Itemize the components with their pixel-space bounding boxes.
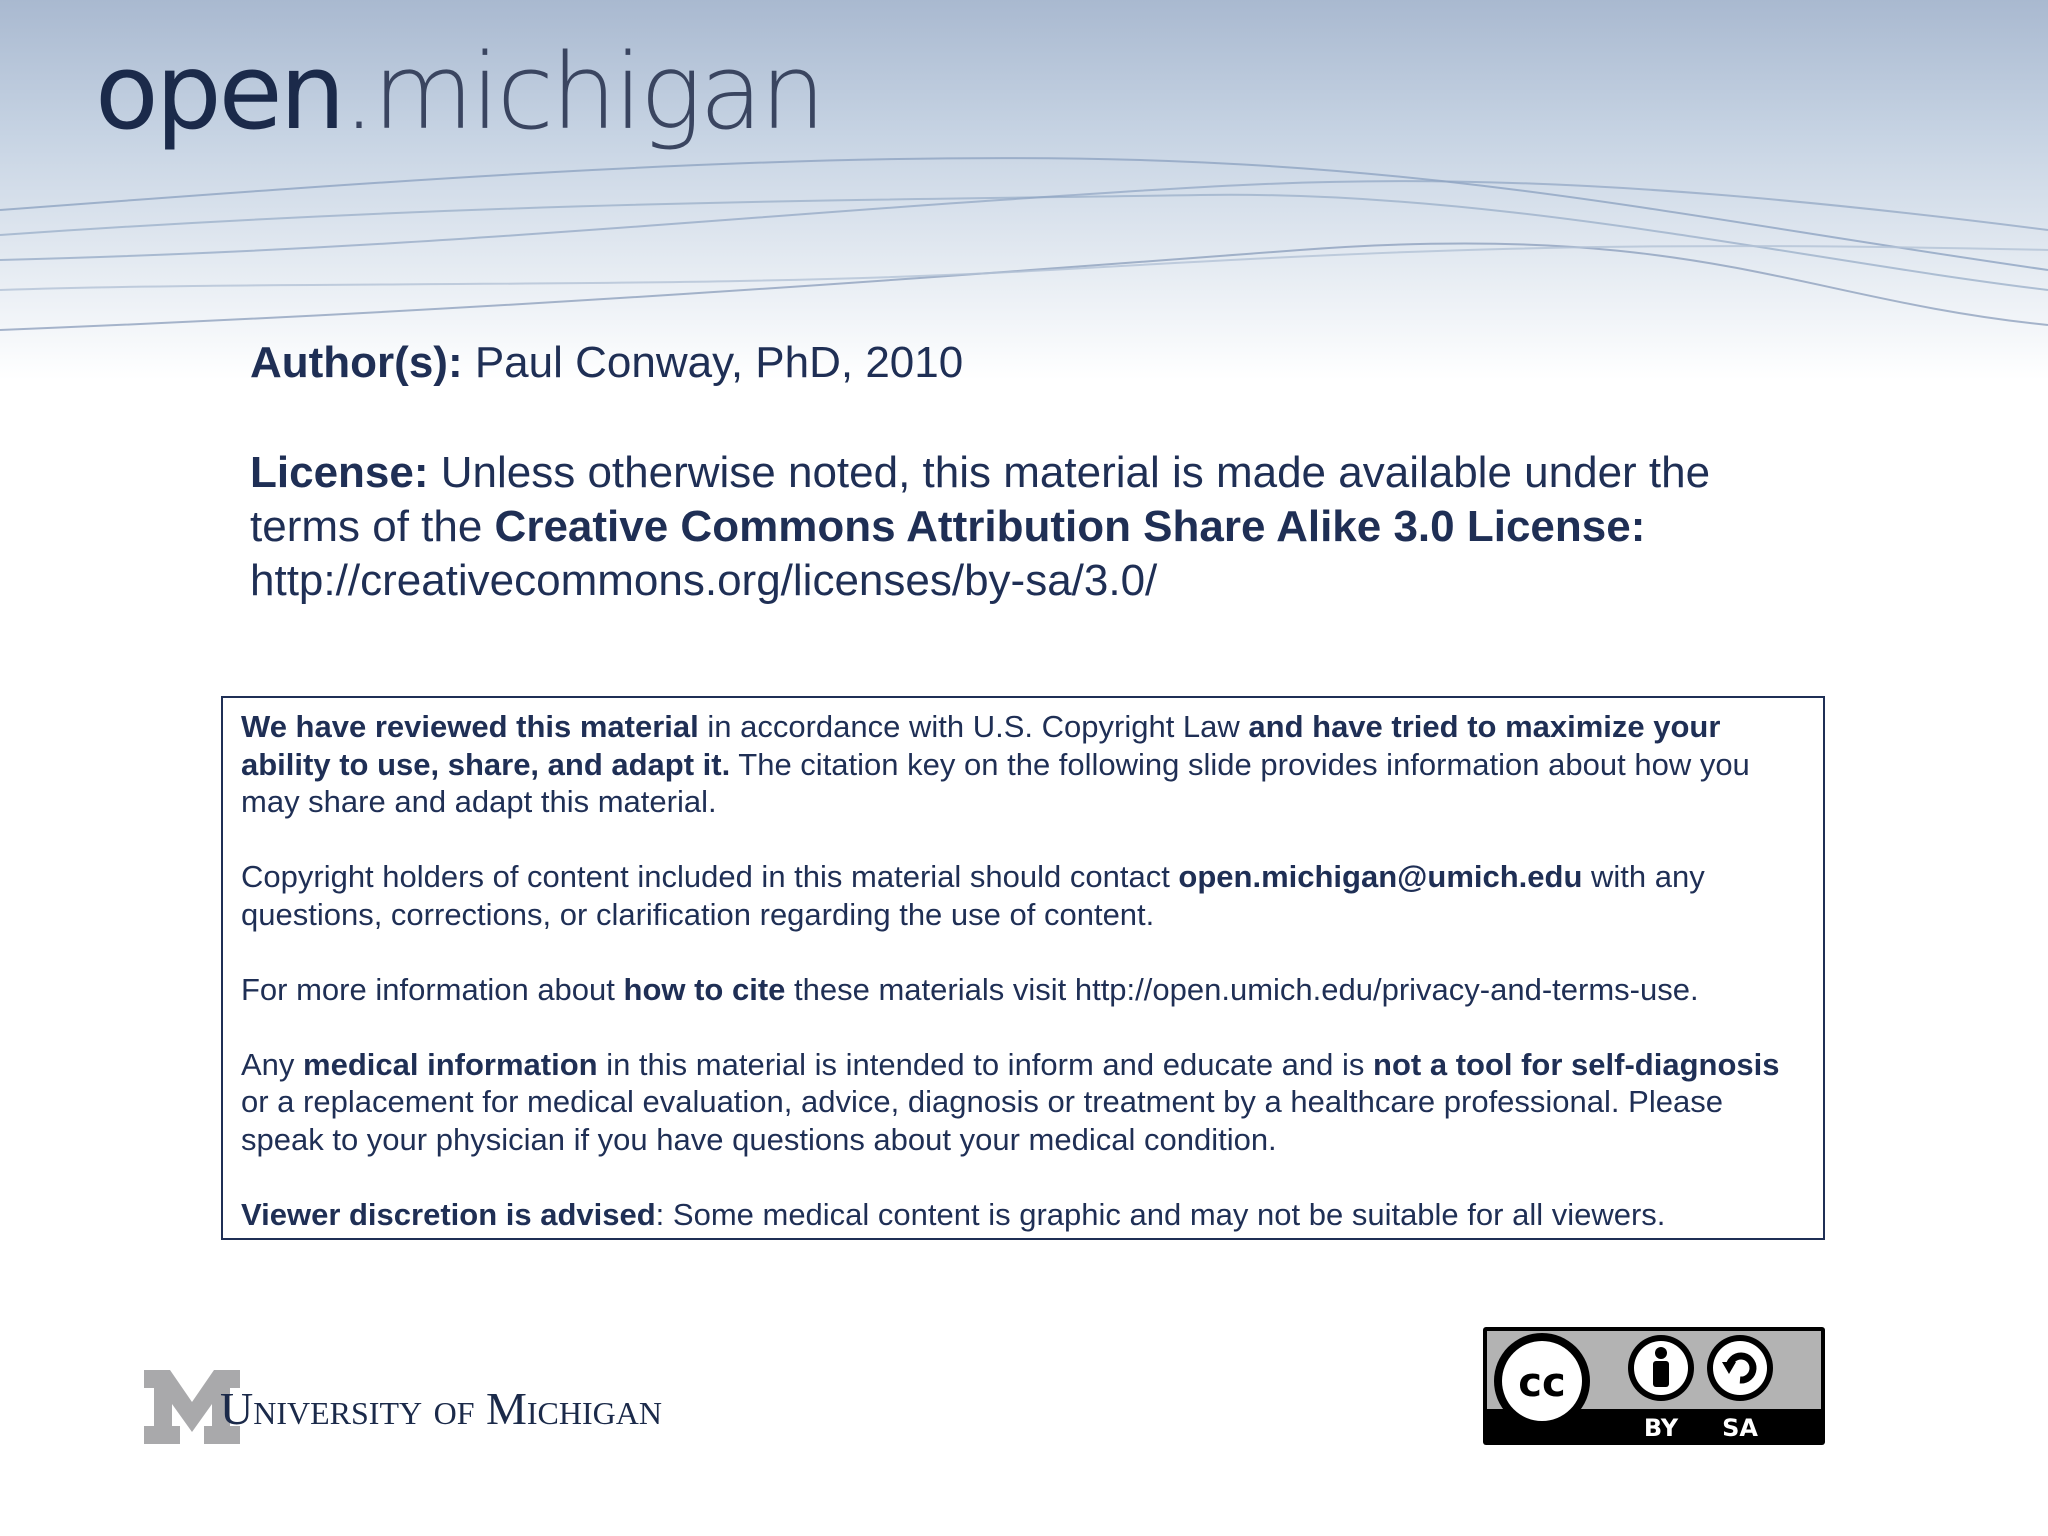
license-url[interactable]: http://creativecommons.org/licenses/by-sa/3.0/	[250, 556, 1158, 605]
author-label: Author(s):	[250, 338, 463, 387]
notice-citation-text: The citation key on the following slide provides information about how you may share and adapt this material.	[241, 746, 1750, 819]
notice-box	[221, 696, 1825, 1240]
notice-medical-bold: medical information	[303, 1046, 598, 1082]
contact-email-link[interactable]: open.michigan@umich.edu	[1178, 859, 1583, 894]
notice-maximize-bold: and have tried to maximize your ability to use, share, and adapt it.	[241, 709, 1721, 782]
logo-michigan-text: .michigan	[342, 31, 823, 153]
cc-sa-label: SA	[1722, 1414, 1758, 1442]
license-name: Creative Commons Attribution Share Alike 3.0 License:	[494, 502, 1646, 551]
notice-paragraph-review	[241, 708, 1805, 821]
notice-discretion-bold: Viewer discretion is advised	[241, 1196, 656, 1232]
notice-cite-url-text: these materials visit http://open.umich.edu/privacy-and-terms-use.	[785, 971, 1699, 1007]
notice-review-bold: We have reviewed this material	[241, 709, 699, 744]
notice-medical-text-2: in this material is intended to inform and educate and is	[597, 1046, 1374, 1082]
notice-medical-text-1: Any	[241, 1046, 304, 1082]
notice-paragraph-cite	[241, 971, 1805, 1009]
cc-by-sa-badge[interactable]	[1482, 1326, 1826, 1446]
author-value: Paul Conway, PhD, 2010	[462, 338, 964, 387]
notice-discretion-text: : Some medical content is graphic and may not be suitable for all viewers.	[655, 1196, 1666, 1232]
header-wave-decoration	[0, 140, 2048, 360]
notice-contact-tail: with any questions, corrections, or clarification regarding the use of content.	[241, 859, 1705, 932]
logo-open-text: open	[95, 31, 343, 153]
license-label: License:	[250, 448, 429, 497]
author-line	[250, 338, 963, 388]
notice-paragraph-medical	[241, 1046, 1805, 1159]
notice-cite-text: For more information about	[241, 971, 624, 1007]
share-alike-icon	[1713, 1341, 1767, 1395]
notice-contact-text: Copyright holders of content included in this material should contact	[241, 859, 1179, 894]
cc-by-label: BY	[1643, 1414, 1679, 1442]
open-michigan-logo	[95, 31, 823, 153]
notice-self-diagnosis-bold: not a tool for self-diagnosis	[1373, 1046, 1780, 1082]
notice-paragraph-contact	[241, 858, 1805, 933]
university-of-michigan-wordmark: University of Michigan	[220, 1383, 662, 1434]
cc-mark-text: cc	[1518, 1360, 1566, 1406]
notice-review-text: in accordance with U.S. Copyright Law	[698, 709, 1249, 744]
notice-how-to-cite: how to cite	[623, 971, 786, 1007]
notice-medical-text-3: or a replacement for medical evaluation, advice, diagnosis or treatment by a healthcare professional. Please speak to your physician if you have questions about your medical condition.	[241, 1084, 1723, 1157]
license-text: Unless otherwise noted, this material is made available under the terms of the	[250, 448, 1711, 551]
license-statement	[250, 446, 1810, 608]
notice-paragraph-discretion	[241, 1196, 1805, 1234]
